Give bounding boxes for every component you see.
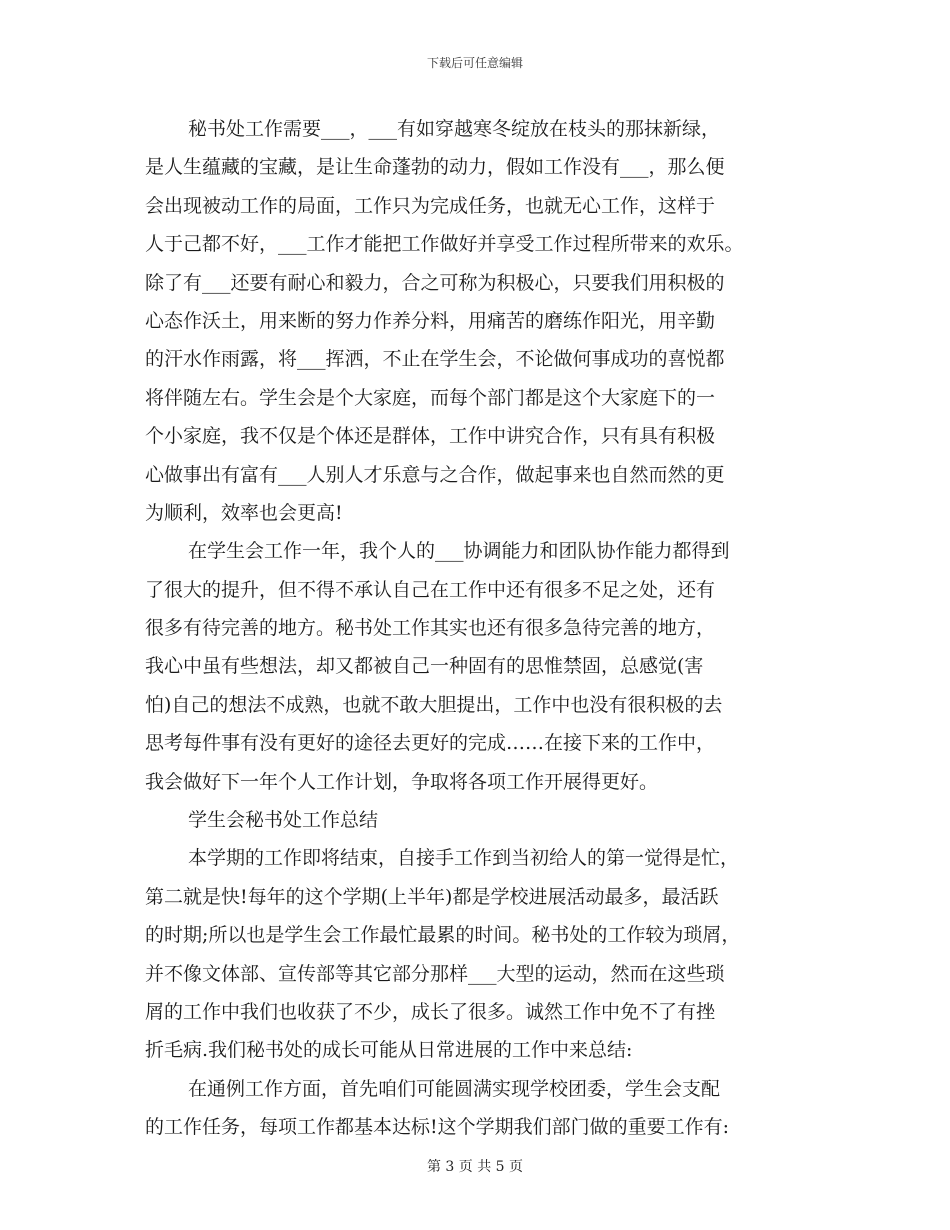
- text-line: 个小家庭，我不仅是个体还是群体，工作中讲究合作，只有具有积极: [145, 425, 716, 448]
- text-line: 在通例工作方面，首先咱们可能圆满实现学校团委，学生会支配: [188, 1077, 721, 1100]
- text-line: 思考每件事有没有更好的途径去更好的完成……在接下来的工作中，: [145, 732, 716, 755]
- page-number-footer: 第 3 页 共 5 页: [426, 1159, 524, 1175]
- text-line: 会出现被动工作的局面，工作只为完成任务，也就无心工作，这样于: [145, 194, 716, 217]
- text-line: 为顺利，效率也会更高!: [145, 501, 343, 524]
- text-line: 心态作沃土，用来断的努力作养分料，用痛苦的磨练作阳光，用辛勤: [145, 309, 716, 332]
- text-line: 第二就是快!每年的这个学期(上半年)都是学校进展活动最多，最活跃: [145, 885, 719, 908]
- text-line: 在学生会工作一年，我个人的___协调能力和团队协作能力都得到: [188, 540, 730, 563]
- text-line: 我心中虽有些想法，却又都被自己一种固有的思惟禁固，总感觉(害: [145, 655, 704, 678]
- text-line: 本学期的工作即将结束，自接手工作到当初给人的第一觉得是忙，: [188, 847, 740, 870]
- text-line: 折毛病.我们秘书处的成长可能从日常进展的工作中来总结:: [145, 1039, 633, 1062]
- text-line: 并不像文体部、宣传部等其它部分那样___大型的运动，然而在这些琐: [145, 962, 725, 985]
- text-line: 人于己都不好，___工作才能把工作做好并享受工作过程所带来的欢乐。: [145, 233, 744, 256]
- text-line: 我会做好下一年个人工作计划，争取将各项工作开展得更好。: [145, 770, 659, 793]
- text-line: 的汗水作雨露，将___挥洒，不止在学生会，不论做何事成功的喜悦都: [145, 348, 725, 371]
- text-line: 的时期;所以也是学生会工作最忙最累的时间。秘书处的工作较为琐屑，: [145, 924, 741, 947]
- text-line: 是人生蕴藏的宝藏，是让生命蓬勃的动力，假如工作没有___，那么便: [145, 156, 725, 179]
- text-line: 屑的工作中我们也收获了不少，成长了很多。诚然工作中免不了有挫: [145, 1000, 716, 1023]
- text-line: 学生会秘书处工作总结: [188, 809, 379, 832]
- text-line: 了很大的提升，但不得不承认自己在工作中还有很多不足之处，还有: [145, 578, 716, 601]
- document-body: [145, 110, 825, 1147]
- text-line: 除了有___还要有耐心和毅力，合之可称为积极心，只要我们用积极的: [145, 271, 725, 294]
- page-header: 下载后可任意编辑: [426, 56, 523, 70]
- text-line: 秘书处工作需要___，___有如穿越寒冬绽放在枝头的那抹新绿，: [188, 118, 721, 140]
- text-line: 心做事出有富有___人别人才乐意与之合作，做起事来也自然而然的更: [145, 463, 725, 486]
- text-line: 的工作任务，每项工作都基本达标!这个学期我们部门做的重要工作有:: [145, 1116, 730, 1139]
- text-line: 很多有待完善的地方。秘书处工作其实也还有很多急待完善的地方，: [145, 617, 716, 640]
- text-line: 怕)自己的想法不成熟，也就不敢大胆提出，工作中也没有很积极的去: [145, 693, 723, 716]
- text-line: 将伴随左右。学生会是个大家庭，而每个部门都是这个大家庭下的一: [145, 386, 716, 409]
